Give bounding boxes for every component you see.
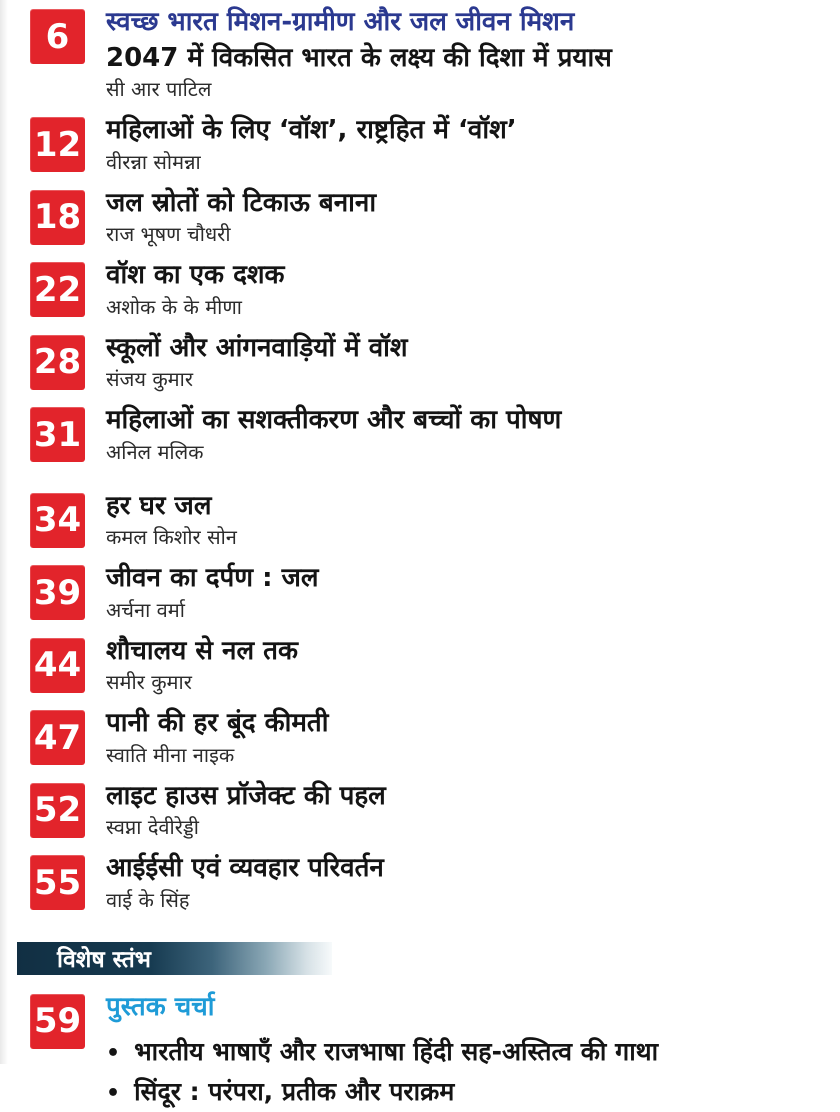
- section-header-label: विशेष स्तंभ: [57, 942, 151, 974]
- entry-title: लाइट हाउस प्रॉजेक्ट की पहल: [106, 780, 386, 813]
- page-number-badge: 22: [30, 262, 85, 317]
- toc-entry: [30, 635, 840, 697]
- page-number-badge: 44: [30, 638, 85, 693]
- entry-title: हर घर जल: [106, 490, 237, 523]
- entry-text: [106, 707, 328, 769]
- list-item: [106, 1073, 658, 1111]
- entry-author: राज भूषण चौधरी: [106, 221, 376, 248]
- list-item: [106, 1033, 658, 1071]
- toc-entry: [30, 332, 840, 394]
- entry-text: [106, 187, 376, 249]
- entry-text: [106, 780, 386, 842]
- page-number-badge: 28: [30, 335, 85, 390]
- entry-author: स्वाति मीना नाइक: [106, 742, 328, 769]
- entry-title: शौचालय से नल तक: [106, 635, 298, 668]
- entry-title: जीवन का दर्पण : जल: [106, 562, 319, 595]
- page-number-badge: 39: [30, 565, 85, 620]
- book-list: [106, 1033, 658, 1110]
- entry-author: वीरन्ना सोमन्ना: [106, 149, 517, 176]
- page-number-badge: 52: [30, 783, 85, 838]
- entry-author: वाई के सिंह: [106, 887, 384, 914]
- entry-title: जल स्रोतों को टिकाऊ बनाना: [106, 187, 376, 220]
- toc-entry: [30, 187, 840, 249]
- entry-author: अनिल मलिक: [106, 439, 561, 466]
- section-header-bar: [17, 942, 332, 975]
- entry-text: [106, 852, 384, 914]
- entry-author: संजय कुमार: [106, 366, 408, 393]
- bullet-icon: •: [106, 1037, 120, 1070]
- entry-text: [106, 635, 298, 697]
- entry-title: पुस्तक चर्चा: [106, 991, 658, 1024]
- toc-entry: [30, 490, 840, 552]
- bullet-icon: •: [106, 1077, 120, 1110]
- entry-author: स्वप्ना देवीरेड्डी: [106, 814, 386, 841]
- entry-author: सी आर पाटिल: [106, 76, 612, 103]
- toc-entry: [30, 707, 840, 769]
- entry-text: [106, 6, 612, 103]
- entry-title: महिलाओं के लिए ‘वॉश’, राष्ट्रहित में ‘वॉश’: [106, 114, 517, 147]
- book-title: भारतीय भाषाएँ और राजभाषा हिंदी सह-अस्तित्व की गाथा: [134, 1033, 658, 1071]
- toc-entry: [30, 852, 840, 914]
- entry-title: 2047 में विकसित भारत के लक्ष्य की दिशा में प्रयास: [106, 42, 612, 75]
- entry-title: महिलाओं का सशक्तीकरण और बच्चों का पोषण: [106, 404, 561, 437]
- entry-text: [106, 332, 408, 394]
- entry-author: अर्चना वर्मा: [106, 597, 319, 624]
- toc-entry: [30, 780, 840, 842]
- entry-title: वॉश का एक दशक: [106, 259, 285, 292]
- entry-author: कमल किशोर सोन: [106, 524, 237, 551]
- toc-entry: [30, 6, 840, 103]
- page-number-badge: 34: [30, 493, 85, 548]
- entry-text: [106, 259, 285, 321]
- entry-author: समीर कुमार: [106, 669, 298, 696]
- toc-entry-special: [30, 991, 840, 1112]
- entry-text: [106, 114, 517, 176]
- page-number-badge: 6: [30, 9, 85, 64]
- page-number-badge: 12: [30, 117, 85, 172]
- entry-author: अशोक के के मीणा: [106, 294, 285, 321]
- page-number-badge: 55: [30, 855, 85, 910]
- book-title: सिंदूर : परंपरा, प्रतीक और पराक्रम: [134, 1073, 454, 1111]
- entry-text: [106, 404, 561, 466]
- toc-entry: [30, 562, 840, 624]
- entry-text: [106, 991, 658, 1112]
- page-number-badge: 31: [30, 407, 85, 462]
- entry-kicker: स्वच्छ भारत मिशन-ग्रामीण और जल जीवन मिशन: [106, 6, 612, 39]
- page-edge-shading: [0, 0, 8, 1064]
- page-number-badge: 59: [30, 994, 85, 1049]
- toc-entry: [30, 404, 840, 466]
- entry-title: पानी की हर बूंद कीमती: [106, 707, 328, 740]
- page-number-badge: 18: [30, 190, 85, 245]
- entry-text: [106, 490, 237, 552]
- toc-entry: [30, 114, 840, 176]
- entry-title: आईईसी एवं व्यवहार परिवर्तन: [106, 852, 384, 885]
- page-number-badge: 47: [30, 710, 85, 765]
- toc-entry: [30, 259, 840, 321]
- entry-title: स्कूलों और आंगनवाड़ियों में वॉश: [106, 332, 408, 365]
- entry-text: [106, 562, 319, 624]
